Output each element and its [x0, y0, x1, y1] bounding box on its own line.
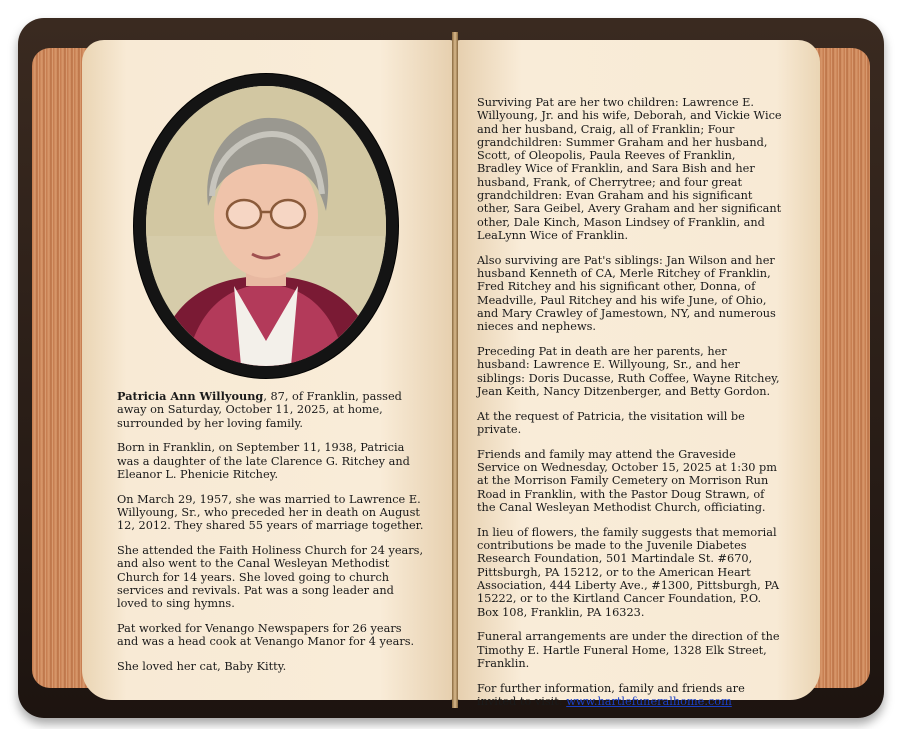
paragraph-memorials: In lieu of flowers, the family suggests that memorial contributions be made to the Juvenile Diabetes Research Foundation, 501 Martindale St. #670, Pittsburgh, PA 15212, or to the American Heart Association, 444 Liberty Ave., #1300, Pittsburgh, PA 15222, or to the Kirtland Cancer Foundation, P.O. Box 108, Franklin, PA 16323. [477, 525, 780, 619]
deceased-name: Patricia Ann Willyoung [117, 389, 264, 403]
paragraph-siblings: Also surviving are Pat's siblings: Jan Wilson and her husband Kenneth of CA, Merle Ritchey of Franklin, Fred Ritchey and his significant other, Donna, of Meadville, Paul Ritchey and his wife June, of Ohio, and Mary Crawley of Jamestown, NY, and numerous nieces and nephews. [477, 253, 776, 334]
portrait-illustration [146, 86, 386, 366]
paragraph-visitation: At the request of Patricia, the visitation will be private. [477, 409, 745, 437]
paragraph-church: She attended the Faith Holiness Church for 24 years, and also went to the Canal Wesleyan Methodist Church for 14 years. She loved going to church services and revivals. Pat was a song leader and loved to sing hymns. [117, 544, 424, 611]
paragraph-work: Pat worked for Venango Newspapers for 26 years and was a head cook at Venango Manor for 4 years. [117, 622, 415, 649]
paragraph-info [477, 682, 782, 709]
intro-text: , 87, of Franklin, passed away on Saturday, October 11, 2025, at home, surrounded by her loving family. [117, 390, 402, 430]
paragraph-service: Friends and family may attend the Graveside Service on Wednesday, October 15, 2025 at 1:30 pm at the Morrison Family Cemetery on Morrison Run Road in Franklin, with the Pastor Doug Strawn, of the Canal Wesleyan Methodist Church, officiating. [477, 447, 777, 515]
paragraph-survivors: Surviving Pat are her two children: Lawrence E. Willyoung, Jr. and his wife, Deborah, and Vickie Wice and her husband, Craig, all of Franklin; Four grandchildren: Summer Graham and her husband, Scott, of Oleopolis, Paula Reeves of Franklin, Bradley Wice of Franklin, and Sara Bish and her husband, Frank, of Cherrytree; and four great grandchildren: Evan Graham and his significant other, Sara Geibel, Avery Graham and her significant other, Dale Kinch, Mason Lindsey of Franklin, and LeaLynn Wice of Franklin. [477, 96, 782, 242]
paragraph-preceded: Preceding Pat in death are her parents, her husband: Lawrence E. Willyoung, Sr., and her siblings: Doris Ducasse, Ruth Coffee, Wayne Ritchey, Jean Keith, Nancy Ditzenberger, and Betty Gordon. [477, 345, 780, 398]
paragraph-marriage: On March 29, 1957, she was married to Lawrence E. Willyoung, Sr., who preceded her in death on August 12, 2012. They shared 55 years of marriage together. [117, 492, 424, 533]
paragraph-intro [117, 390, 425, 430]
left-page-text [117, 390, 425, 685]
paragraph-arrangements: Funeral arrangements are under the direction of the Timothy E. Hartle Funeral Home, 1328 Elk Street, Franklin. [477, 630, 780, 670]
paragraph-birth: Born in Franklin, on September 11, 1938, Patricia was a daughter of the late Clarence G. Ritchey and Eleanor L. Phenicie Ritchey. [117, 441, 410, 481]
funeral-home-link[interactable]: www.hartlefuneralhome.com [566, 695, 732, 709]
portrait-photo [146, 86, 386, 366]
info-text: For further information, family and friends are invited to visit: [477, 681, 745, 709]
right-page-text [477, 96, 782, 720]
book-spine [452, 32, 458, 708]
portrait-frame [134, 74, 398, 378]
info-end: . [731, 695, 736, 709]
paragraph-cat: She loved her cat, Baby Kitty. [117, 660, 287, 674]
